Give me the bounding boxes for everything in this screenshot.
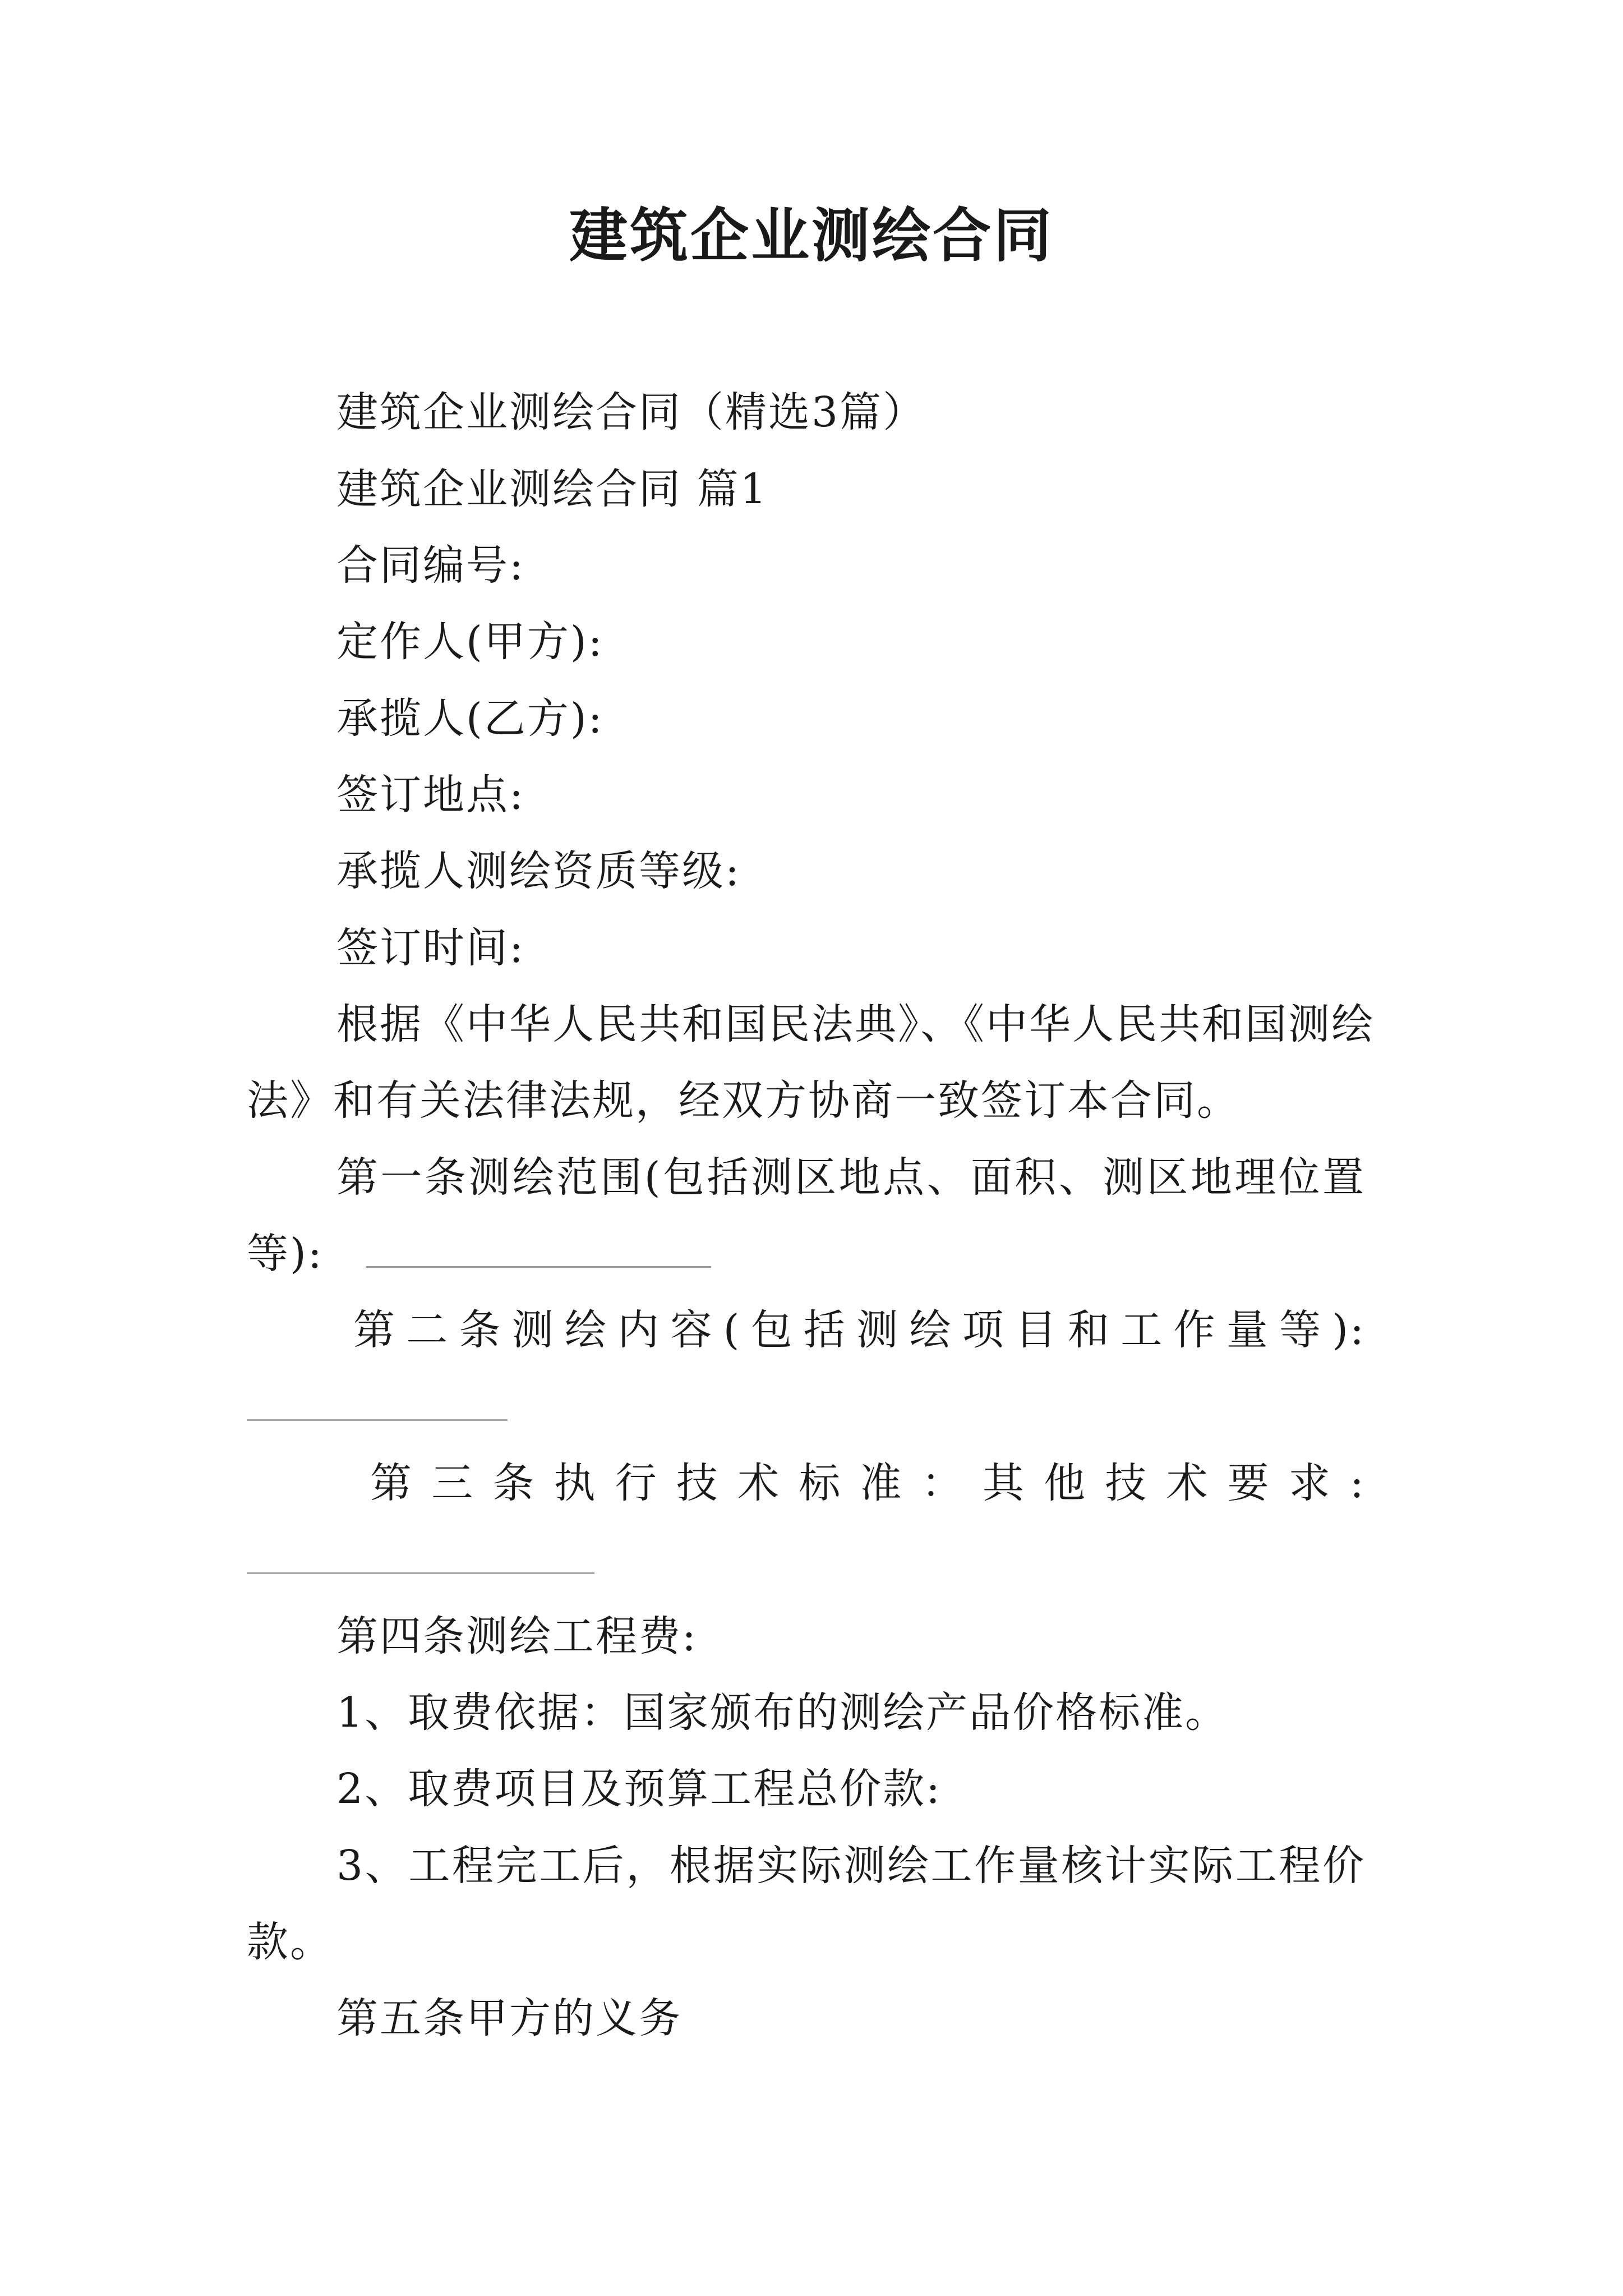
field-contract-number: 合同编号:: [336, 541, 525, 590]
field-party-b: 承揽人(乙方):: [336, 694, 604, 743]
article-1-line-2: [247, 1226, 711, 1282]
field-sign-time: 签订时间:: [336, 924, 525, 972]
article-3-blank: [247, 1572, 594, 1574]
preamble-line-1: 根据《中华人民共和国民法典》、《中华人民共和国测绘: [336, 1000, 1375, 1048]
field-sign-location: 签订地点:: [336, 771, 525, 819]
article-5-heading: 第五条甲方的义务: [336, 1994, 682, 2042]
article-4-item-2: 2、取费项目及预算工程总价款:: [336, 1765, 942, 1813]
article-4-item-3-line-2: 款。: [247, 1918, 333, 1966]
article-2-blank: [247, 1419, 508, 1421]
document-title: 建筑企业测绘合同: [569, 201, 1054, 270]
article-1-blank: [366, 1232, 711, 1268]
article-2-line: 第二条测绘内容(包括测绘项目和工作量等):: [353, 1306, 1366, 1354]
article-4-item-1: 1、取费依据：国家颁布的测绘产品价格标准。: [336, 1688, 1229, 1737]
preamble-line-2: 法》和有关法律法规，经双方协商一致签订本合同。: [247, 1076, 1240, 1125]
subtitle-selected: 建筑企业测绘合同（精选3篇）: [336, 388, 926, 436]
article-1-tail: 等):: [247, 1230, 324, 1278]
subtitle-part: 建筑企业测绘合同 篇1: [336, 465, 768, 513]
article-3-line: 第三条执行技术标准：其他技术要求:: [370, 1459, 1366, 1507]
article-4-heading: 第四条测绘工程费:: [336, 1612, 698, 1660]
field-party-a: 定作人(甲方):: [336, 618, 604, 666]
field-qualification: 承揽人测绘资质等级:: [336, 847, 741, 895]
article-4-item-3-line-1: 3、工程完工后，根据实际测绘工作量核计实际工程价: [336, 1842, 1366, 1890]
article-1-line-1: 第一条测绘范围(包括测区地点、面积、测区地理位置: [336, 1153, 1366, 1202]
